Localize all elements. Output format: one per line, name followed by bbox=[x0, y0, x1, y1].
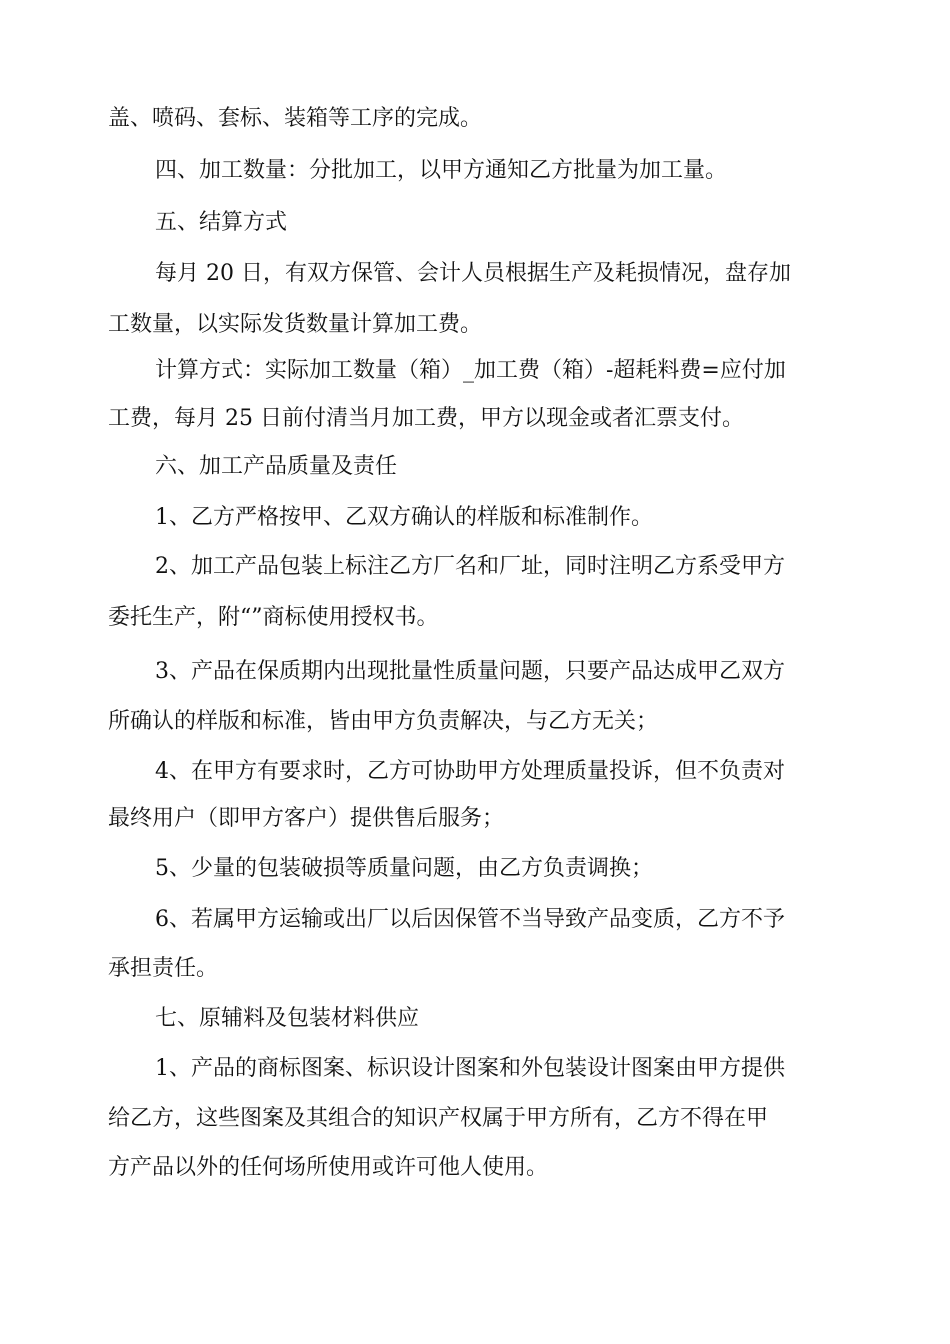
text-line: 最终用户（即甲方客户）提供售后服务； bbox=[108, 806, 505, 831]
text-line: 委托生产，附“”商标使用授权书。 bbox=[108, 605, 439, 630]
section-heading-materials: 七、原辅料及包装材料供应 bbox=[155, 1006, 420, 1031]
text-line: 5、少量的包装破损等质量问题，由乙方负责调换； bbox=[155, 856, 653, 881]
text-line: 工数量，以实际发货数量计算加工费。 bbox=[108, 312, 483, 337]
text-line: 盖、喷码、套标、装箱等工序的完成。 bbox=[108, 106, 483, 131]
text-line: 6、若属甲方运输或出厂以后因保管不当导致产品变质，乙方不予 bbox=[155, 907, 785, 932]
text-line: 计算方式：实际加工数量（箱）_加工费（箱）-超耗料费=应付加 bbox=[155, 358, 786, 383]
text-line: 1、乙方严格按甲、乙双方确认的样版和标准制作。 bbox=[155, 505, 653, 530]
text-line: 4、在甲方有要求时，乙方可协助甲方处理质量投诉，但不负责对 bbox=[155, 759, 785, 784]
text-line: 给乙方，这些图案及其组合的知识产权属于甲方所有，乙方不得在甲 bbox=[108, 1106, 769, 1131]
text-line: 工费，每月 25 日前付清当月加工费，甲方以现金或者汇票支付。 bbox=[108, 406, 744, 431]
text-line: 1、产品的商标图案、标识设计图案和外包装设计图案由甲方提供 bbox=[155, 1056, 785, 1081]
text-line: 承担责任。 bbox=[108, 956, 219, 981]
text-line: 每月 20 日，有双方保管、会计人员根据生产及耗损情况，盘存加 bbox=[155, 261, 791, 286]
text-line: 2、加工产品包装上标注乙方厂名和厂址，同时注明乙方系受甲方 bbox=[155, 554, 785, 579]
section-heading-quality: 六、加工产品质量及责任 bbox=[155, 454, 398, 479]
text-line: 方产品以外的任何场所使用或许可他人使用。 bbox=[108, 1155, 549, 1180]
text-line: 3、产品在保质期内出现批量性质量问题，只要产品达成甲乙双方 bbox=[155, 659, 785, 684]
section-heading-quantity: 四、加工数量：分批加工，以甲方通知乙方批量为加工量。 bbox=[155, 158, 728, 183]
section-heading-settlement: 五、结算方式 bbox=[155, 210, 288, 235]
text-line: 所确认的样版和标准，皆由甲方负责解决，与乙方无关； bbox=[108, 709, 659, 734]
